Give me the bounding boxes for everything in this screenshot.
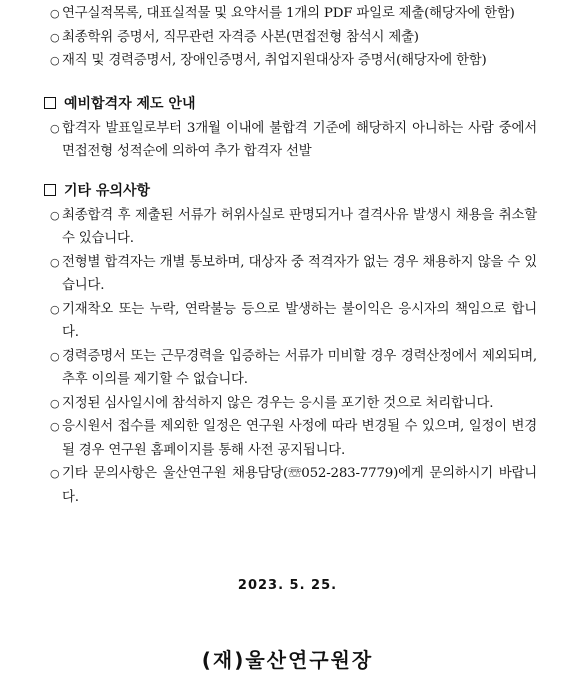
list-item-text: 연구실적목록, 대표실적물 및 요약서를 1개의 PDF 파일로 제출(해당자에 한함) bbox=[62, 6, 515, 21]
section-heading bbox=[0, 178, 575, 204]
list-item bbox=[0, 49, 575, 73]
circle-bullet-icon: ○ bbox=[50, 420, 60, 433]
section-other-notes bbox=[0, 178, 575, 510]
section-list bbox=[0, 204, 575, 510]
list-item bbox=[0, 204, 575, 251]
checkbox-square-icon bbox=[44, 184, 56, 196]
circle-bullet-icon: ○ bbox=[50, 121, 60, 135]
list-item-text: 재직 및 경력증명서, 장애인증명서, 취업지원대상자 증명서(해당자에 한함) bbox=[62, 53, 487, 68]
list-item-text: 최종합격 후 제출된 서류가 허위사실로 판명되거나 결격사유 발생시 채용을 취소할 수 있습니다. bbox=[62, 207, 537, 246]
list-item-text: 기재착오 또는 누락, 연락불능 등으로 발생하는 불이익은 응시자의 책임으로 합니다. bbox=[62, 301, 537, 340]
circle-bullet-icon: ○ bbox=[50, 30, 60, 44]
section-list bbox=[0, 117, 575, 164]
issuer-signature: (재)울산연구원장 bbox=[201, 648, 374, 672]
section-title: 기타 유의사항 bbox=[64, 182, 151, 199]
circle-bullet-icon: ○ bbox=[50, 7, 60, 20]
required-documents-list bbox=[0, 0, 575, 73]
section-title: 예비합격자 제도 안내 bbox=[64, 95, 196, 112]
list-item bbox=[0, 26, 575, 50]
list-item-text: 합격자 발표일로부터 3개월 이내에 불합격 기준에 해당하지 아니하는 사람 중에서 면접전형 성적순에 의하여 추가 합격자 선발 bbox=[62, 120, 537, 159]
list-item bbox=[0, 2, 575, 26]
section-reserve-candidates bbox=[0, 91, 575, 164]
list-item bbox=[0, 117, 575, 164]
circle-bullet-icon: ○ bbox=[50, 208, 60, 222]
list-item-text: 전형별 합격자는 개별 통보하며, 대상자 중 적격자가 없는 경우 채용하지 않을 수 있습니다. bbox=[62, 254, 537, 293]
circle-bullet-icon: ○ bbox=[50, 467, 60, 480]
circle-bullet-icon: ○ bbox=[50, 302, 60, 316]
circle-bullet-icon: ○ bbox=[50, 396, 60, 410]
list-item bbox=[0, 392, 575, 416]
list-item-text: 최종학위 증명서, 직무관련 자격증 사본(면접전형 참석시 제출) bbox=[62, 29, 419, 45]
list-item-text: 응시원서 접수를 제외한 일정은 연구원 사정에 따라 변경될 수 있으며, 일정이 변경될 경우 연구원 홈페이지를 통해 사전 공지됩니다. bbox=[62, 419, 537, 458]
checkbox-square-icon bbox=[44, 97, 56, 109]
list-item bbox=[0, 462, 575, 509]
announcement-date: 2023. 5. 25. bbox=[237, 578, 338, 593]
list-item bbox=[0, 345, 575, 392]
circle-bullet-icon: ○ bbox=[50, 255, 60, 269]
circle-bullet-icon: ○ bbox=[50, 349, 60, 363]
list-item bbox=[0, 298, 575, 345]
list-item bbox=[0, 251, 575, 298]
list-item-text: 경력증명서 또는 근무경력을 입증하는 서류가 미비할 경우 경력산정에서 제외되며, 추후 이의를 제기할 수 없습니다. bbox=[62, 348, 537, 387]
circle-bullet-icon: ○ bbox=[50, 54, 60, 67]
section-heading bbox=[0, 91, 575, 117]
list-item-text: 지정된 심사일시에 참석하지 않은 경우는 응시를 포기한 것으로 처리합니다. bbox=[62, 395, 494, 411]
list-item-text: 기타 문의사항은 울산연구원 채용담당(☏052-283-7779)에게 문의하시기 바랍니다. bbox=[62, 466, 537, 505]
list-item bbox=[0, 415, 575, 462]
